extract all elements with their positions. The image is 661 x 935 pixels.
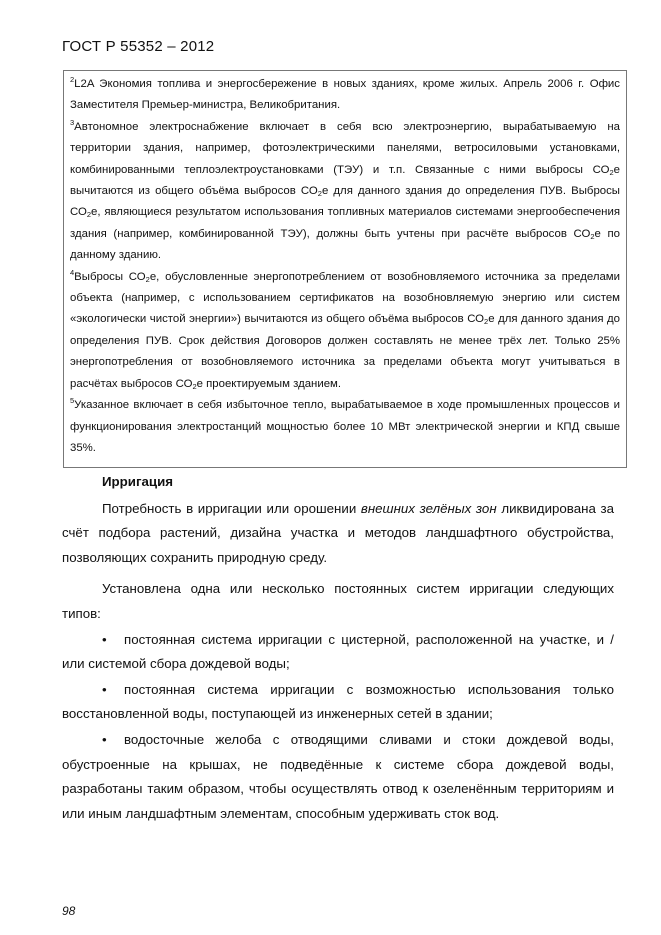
footnote-text: е проектируемым зданием. xyxy=(196,377,342,390)
subscript: 2 xyxy=(317,189,322,199)
paragraph-text: Потребность в ирригации или орошении xyxy=(102,500,361,516)
section-heading: Ирригация xyxy=(102,474,174,489)
footnote-number: 3 xyxy=(70,117,75,127)
main-text xyxy=(62,470,614,826)
list-item-text: постоянная система ирригации с возможностью использования только восстановленной воды, поступающей из инженерных сетей в здании; xyxy=(62,681,614,722)
paragraph xyxy=(62,497,614,571)
footnote-number: 5 xyxy=(70,396,75,406)
footnote-3 xyxy=(70,117,620,267)
footnotes-box xyxy=(63,70,627,468)
footnote-text: е, обусловленные энергопотреблением от возобновляемого источника за пределами объекта (например, с использованием сертификатов на возобновляемую энергию или систем «экологически чистой энергии») вычитаются из общего объёма выбросов СО xyxy=(70,270,620,326)
footnote-text: е вычитаются из общего объёма выбросов СО xyxy=(70,163,620,198)
paragraph-text: ликвидирована за счёт подбора растений, дизайна участка и методов ландшафтного обустройства, позволяющих сохранить природную среду. xyxy=(62,500,614,565)
list-item xyxy=(62,728,614,826)
footnote-text: Указанное включает в себя избыточное тепло, вырабатываемое в ходе промышленных процессов и функционирования электростанций мощностью более 10 МВт электрической энергии и КПД свыше 35%. xyxy=(70,399,620,454)
footnote-2 xyxy=(70,74,620,117)
footnote-text: е для данного здания до определения ПУВ. Срок действия Договоров должен составлять не менее трёх лет. Только 25% энергопотребления от возобновляемого источника за пределами объекта могут учитываться в расчётах выбросов СО xyxy=(70,313,620,390)
footnote-text: Автономное электроснабжение включает в себя всю электроэнергию, вырабатываемую на территории здания, например, фотоэлектрическими панелями, ветросиловыми установками, комбинированными теплоэлектроустановками (ТЭУ) и т.п. Связанные с ними выбросы СО xyxy=(70,120,620,176)
subscript: 2 xyxy=(86,210,92,220)
list-item xyxy=(62,678,614,727)
footnote-text: е, являющиеся результатом использования топливных материалов системами энергообеспечения здания (например, комбинированной ТЭУ), должны быть учтены при расчёте выбросов СО xyxy=(70,206,620,240)
paragraph: Установлена одна или несколько постоянных систем ирригации следующих типов: xyxy=(62,581,614,621)
footnote-number: 4 xyxy=(70,267,75,277)
subscript: 2 xyxy=(609,167,614,177)
subscript: 2 xyxy=(484,317,489,327)
bullet-icon: • xyxy=(102,681,107,697)
footnote-text: L2A Экономия топлива и энергосбережение в новых зданиях, кроме жилых. Апрель 2006 г. Офис Заместителя Премьер-министра, Великобритания. xyxy=(70,78,620,112)
subscript: 2 xyxy=(145,274,150,284)
footnote-number: 2 xyxy=(70,75,75,84)
footnote-text: Выбросы СО xyxy=(74,270,146,283)
bullet-icon: • xyxy=(102,731,107,747)
list-item xyxy=(62,628,614,677)
footnote-5 xyxy=(70,395,620,459)
list-item-text: водосточные желоба с отводящими сливами и стоки дождевой воды, обустроенные на крышах, не подведённые к системе сбора дождевой воды, разработаны таким образом, чтобы осуществлять отвод к озеленённым территориям и или иным ландшафтным элементам, способным удерживать сток вод. xyxy=(62,731,614,821)
emphasized-term: внешних зелёных зон xyxy=(360,500,497,516)
subscript: 2 xyxy=(590,231,595,241)
page-number: 98 xyxy=(62,904,76,918)
subscript: 2 xyxy=(192,381,197,391)
bullet-icon: • xyxy=(102,631,107,647)
footnote-text: е для данного здания до определения ПУВ. Выбросы СО xyxy=(70,185,620,219)
list-item-text: постоянная система ирригации с цистерной, расположенной на участке, и / или системой сбора дождевой воды; xyxy=(62,631,614,672)
document-header: ГОСТ Р 55352 – 2012 xyxy=(62,38,215,55)
footnote-4 xyxy=(70,267,620,395)
footnote-text: е по данному зданию. xyxy=(70,227,620,262)
